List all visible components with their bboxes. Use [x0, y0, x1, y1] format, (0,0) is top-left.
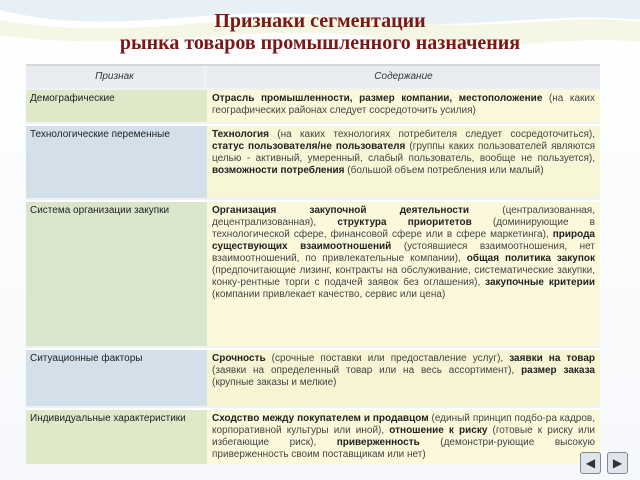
header-feature: Признак: [26, 66, 203, 88]
content-text: (предпочитающие лизинг, контракты на обслуживание, систематические закупки, конку-рентные торги с подачей заявок без оглашения),: [212, 265, 595, 288]
row-feature: Технологические переменные: [30, 129, 170, 140]
content-bold-term: возможности потребления: [212, 165, 345, 176]
segmentation-table: [26, 64, 600, 464]
row-content: [207, 90, 600, 122]
table-row: [26, 126, 600, 198]
prev-arrow-icon: ◀: [585, 456, 596, 470]
content-text: (доминирующие в технологической сфере, финансовой сфере или в сфере маркетинга),: [212, 217, 595, 240]
content-text: (демонстри-рующие высокую приверженность своим поставщикам или нет): [212, 437, 595, 460]
content-bold-term: Технология: [212, 129, 269, 140]
slide-title: [0, 10, 640, 54]
content-bold-term: Сходство между покупателем и продавцом: [212, 413, 429, 424]
content-bold-term: Отрасль промышленности, размер компании, местоположение: [212, 93, 543, 104]
next-arrow-icon: ▶: [612, 456, 623, 470]
content-text: (единый принцип подбо-ра кадров, корпоративной культуры или иной),: [212, 413, 595, 436]
content-bold-term: Организация закупочной деятельности: [212, 205, 470, 216]
row-content: [207, 202, 600, 346]
header-content: Содержание: [207, 66, 600, 88]
content-bold-term: Срочность: [212, 353, 266, 364]
content-bold-term: отношение к риску: [389, 425, 488, 436]
row-content: [207, 126, 600, 198]
slide-navigation: [580, 452, 628, 472]
content-text: (готовые к риску или избегающие риск),: [212, 425, 596, 448]
content-bold-term: статус пользователя/не пользователя: [212, 141, 406, 152]
table-row: [26, 410, 600, 464]
content-text: (заявки на определенный товар или на весь ассортимент),: [212, 365, 522, 376]
content-text: (устоявшиеся взаимоотношения, нет взаимоотношений, по привлекательные компании),: [212, 241, 595, 264]
row-feature: Ситуационные факторы: [30, 353, 143, 364]
content-text: (компании привлекает качество, сервис или цена): [212, 289, 446, 300]
table-header-row: [26, 66, 600, 88]
content-text: (на каких географических районах следует сосредоточить усилия): [212, 93, 595, 116]
row-feature: Демографические: [30, 93, 115, 104]
content-text: (срочные поставки или предоставление услуг),: [265, 353, 510, 364]
content-bold-term: закупочные критерии: [485, 277, 595, 288]
table-row: [26, 350, 600, 406]
title-line-1: Признаки сегментации: [214, 10, 426, 32]
prev-slide-button[interactable]: [580, 452, 601, 474]
row-feature: Система организации закупки: [30, 205, 170, 216]
table-row: [26, 90, 600, 122]
content-text: (централизованная, децентрализованная),: [212, 205, 596, 228]
row-content: [207, 350, 600, 406]
content-text: (большой объем потребления или малый): [344, 165, 544, 176]
content-text: (: [268, 129, 281, 140]
content-bold-term: приверженность: [336, 437, 420, 448]
content-bold-term: размер заказа: [521, 365, 595, 376]
content-bold-term: природа существующих взаимоотношений: [212, 229, 595, 252]
content-bold-term: структура приоритетов: [337, 217, 472, 228]
table-row: [26, 202, 600, 346]
content-text: (группы каких пользователей являются целью - активный, умеренный, слабый пользователь, вообще не пользуется),: [212, 141, 595, 164]
row-feature: Индивидуальные характеристики: [30, 413, 186, 424]
content-bold-term: общая политика закупок: [466, 253, 595, 264]
content-bold-term: заявки на товар: [509, 353, 595, 364]
content-text: на каких технологиях потребителя следует сосредоточиться),: [280, 129, 595, 140]
next-slide-button[interactable]: [607, 452, 628, 474]
title-line-2: рынка товаров промышленного назначения: [119, 32, 521, 54]
content-text: (крупные заказы и мелкие): [212, 377, 337, 388]
row-content: [207, 410, 600, 464]
